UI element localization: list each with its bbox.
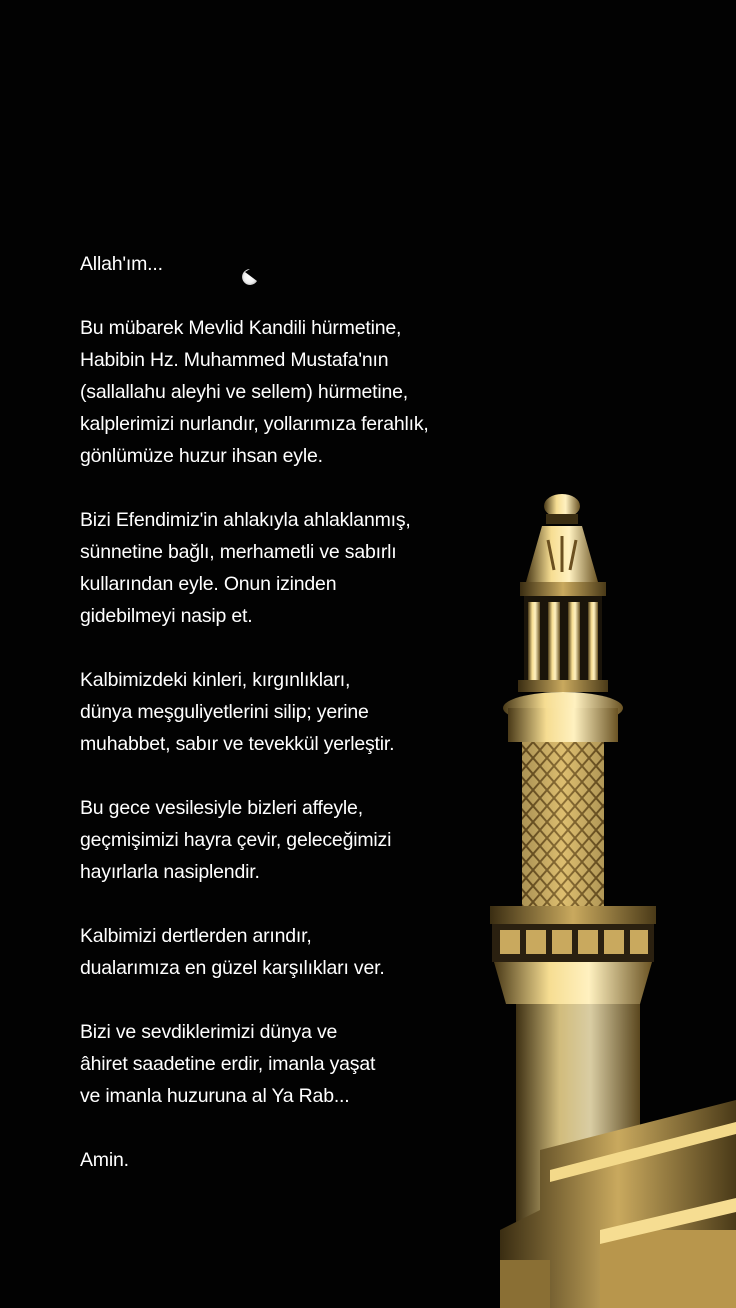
- prayer-line: (sallallahu aleyhi ve sellem) hürmetine,: [80, 381, 408, 403]
- prayer-text: [80, 248, 500, 1176]
- prayer-paragraph: [80, 504, 500, 632]
- prayer-line: dünya meşguliyetlerini silip; yerine: [80, 701, 369, 723]
- prayer-line: kullarından eyle. Onun izinden: [80, 573, 337, 595]
- prayer-paragraph: [80, 248, 500, 280]
- prayer-paragraph: [80, 664, 500, 760]
- prayer-line: Bizi ve sevdiklerimizi dünya ve: [80, 1021, 338, 1043]
- prayer-line: gönlümüze huzur ihsan eyle.: [80, 445, 323, 467]
- minaret-illustration: [470, 470, 736, 1308]
- prayer-line: hayırlarla nasiplendir.: [80, 861, 260, 883]
- prayer-line: Kalbimizi dertlerden arındır,: [80, 925, 312, 947]
- prayer-line: gidebilmeyi nasip et.: [80, 605, 253, 627]
- prayer-line: Bu gece vesilesiyle bizleri affeyle,: [80, 797, 363, 819]
- prayer-line: sünnetine bağlı, merhametli ve sabırlı: [80, 541, 397, 563]
- prayer-line: Bizi Efendimiz'in ahlakıyla ahlaklanmış,: [80, 509, 411, 531]
- prayer-line: dualarımıza en güzel karşılıkları ver.: [80, 957, 385, 979]
- prayer-paragraph: [80, 1016, 500, 1112]
- prayer-line: Kalbimizdeki kinleri, kırgınlıkları,: [80, 669, 351, 691]
- prayer-line: Amin.: [80, 1149, 129, 1171]
- prayer-line: Allah'ım...: [80, 253, 163, 275]
- prayer-line: muhabbet, sabır ve tevekkül yerleştir.: [80, 733, 395, 755]
- prayer-line: kalplerimizi nurlandır, yollarımıza ferahlık,: [80, 413, 429, 435]
- prayer-paragraph: [80, 920, 500, 984]
- prayer-line: ve imanla huzuruna al Ya Rab...: [80, 1085, 350, 1107]
- prayer-line: Habibin Hz. Muhammed Mustafa'nın: [80, 349, 389, 371]
- prayer-paragraph: [80, 312, 500, 472]
- prayer-line: Bu mübarek Mevlid Kandili hürmetine,: [80, 317, 402, 339]
- prayer-paragraph: [80, 1144, 500, 1176]
- prayer-line: âhiret saadetine erdir, imanla yaşat: [80, 1053, 376, 1075]
- prayer-paragraph: [80, 792, 500, 888]
- prayer-line: geçmişimizi hayra çevir, geleceğimizi: [80, 829, 392, 851]
